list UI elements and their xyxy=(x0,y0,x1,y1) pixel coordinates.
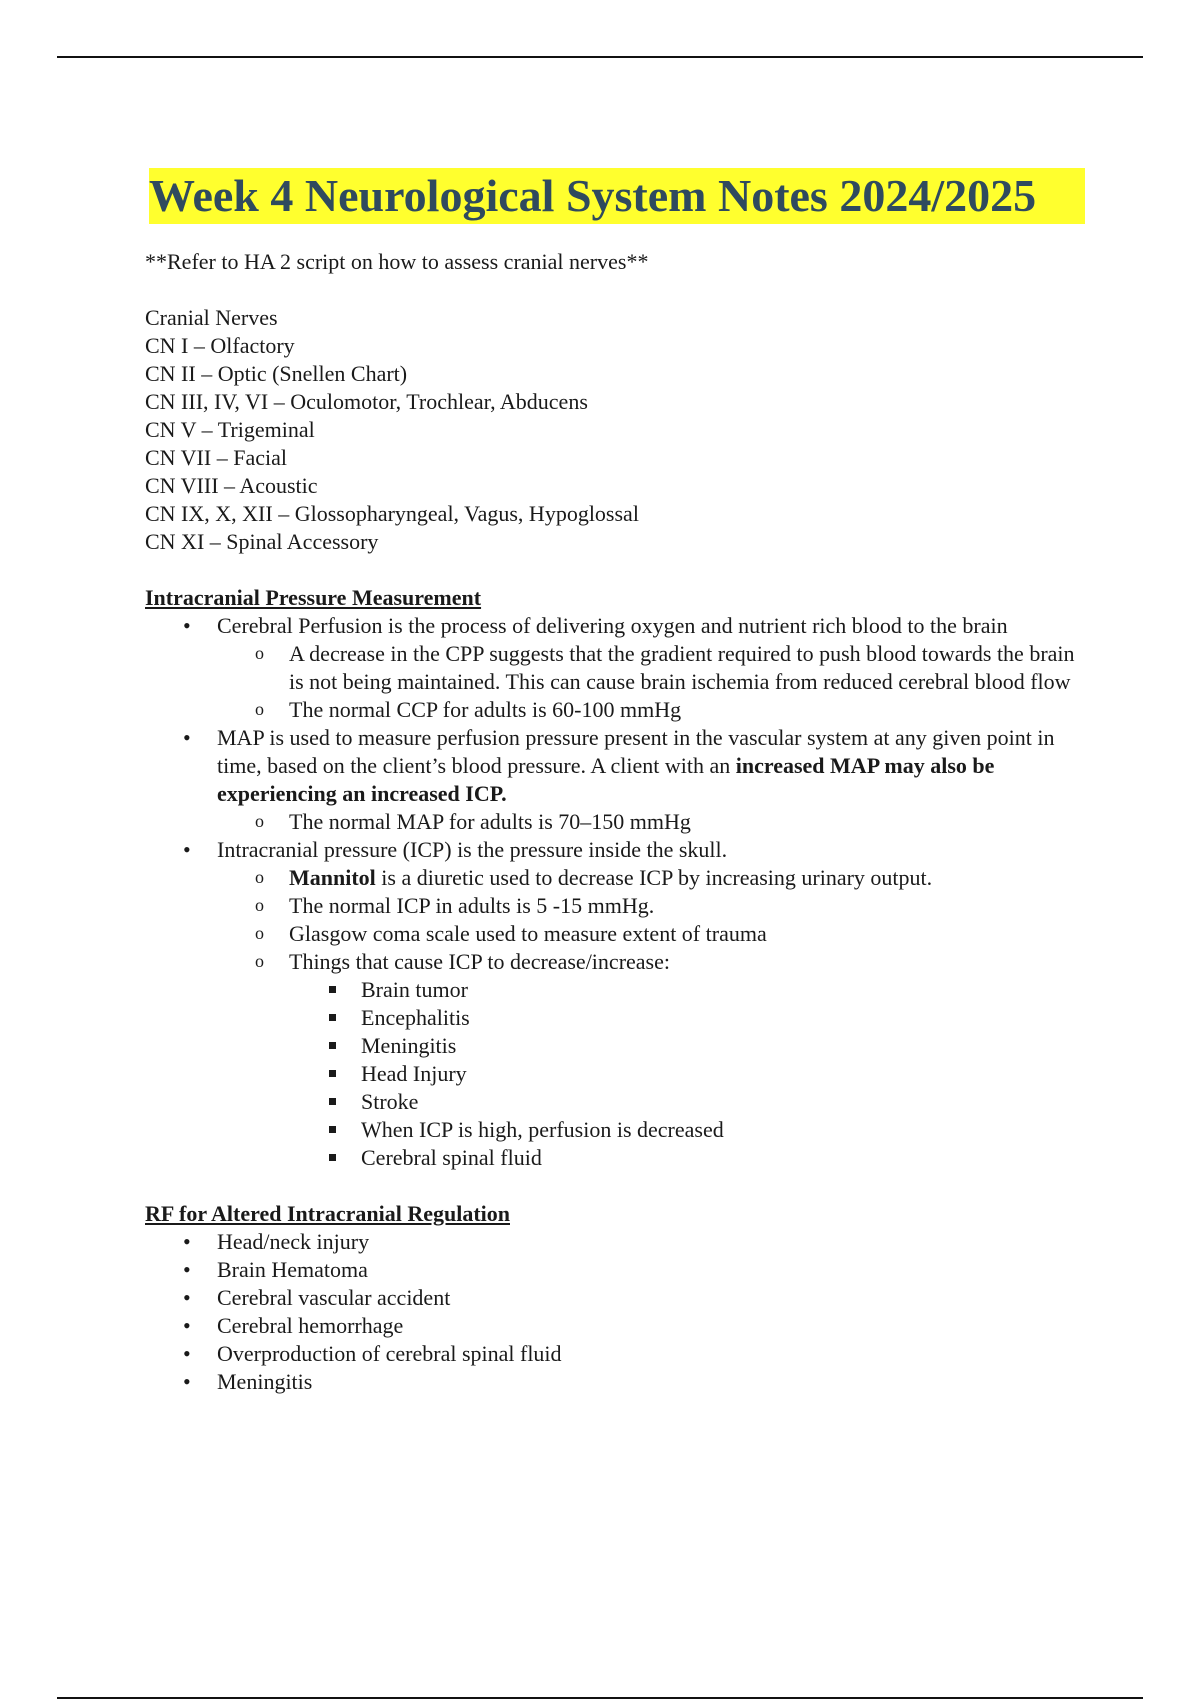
list-item: • Brain Hematoma xyxy=(145,1256,1090,1284)
reference-note: **Refer to HA 2 script on how to assess cranial nerves** xyxy=(145,249,649,274)
list-item: o The normal ICP in adults is 5 -15 mmHg. xyxy=(217,892,1090,920)
cpp-sub-list xyxy=(217,640,1090,724)
list-item: • Overproduction of cerebral spinal fluid xyxy=(145,1340,1090,1368)
cranial-nerve-item: CN II – Optic (Snellen Chart) xyxy=(145,361,408,386)
cpp-text: Cerebral Perfusion is the process of delivering oxygen and nutrient rich blood to the brain xyxy=(217,613,1008,638)
cranial-nerves-list xyxy=(145,304,1090,556)
cranial-nerve-item: CN VIII – Acoustic xyxy=(145,473,318,498)
icp-section-heading: Intracranial Pressure Measurement xyxy=(145,585,482,610)
list-item xyxy=(145,724,1090,836)
cranial-nerves-heading: Cranial Nerves xyxy=(145,305,278,330)
list-item xyxy=(217,948,1090,1172)
top-rule xyxy=(57,56,1143,58)
list-item: • Cerebral vascular accident xyxy=(145,1284,1090,1312)
list-item: • Meningitis xyxy=(145,1368,1090,1396)
document-body xyxy=(145,168,1090,1396)
list-item: Head Injury xyxy=(289,1060,1090,1088)
list-item: When ICP is high, perfusion is decreased xyxy=(289,1116,1090,1144)
cranial-nerve-item: CN I – Olfactory xyxy=(145,333,295,358)
list-item: Encephalitis xyxy=(289,1004,1090,1032)
cranial-nerve-item: CN VII – Facial xyxy=(145,445,287,470)
list-item: Meningitis xyxy=(289,1032,1090,1060)
list-item: o The normal MAP for adults is 70–150 mmHg xyxy=(217,808,1090,836)
list-item: o A decrease in the CPP suggests that the gradient required to push blood towards the brain is not being maintained. This can cause brain ischemia from reduced cerebral blood flow xyxy=(217,640,1090,696)
list-item: Stroke xyxy=(289,1088,1090,1116)
list-item: o The normal CCP for adults is 60-100 mmHg xyxy=(217,696,1090,724)
list-item: • Head/neck injury xyxy=(145,1228,1090,1256)
rf-section-heading: RF for Altered Intracranial Regulation xyxy=(145,1201,510,1226)
mannitol-bold-text: Mannitol xyxy=(289,865,376,890)
list-item xyxy=(145,836,1090,1172)
map-bold-text: increased MAP may also be experiencing an increased ICP. xyxy=(217,753,995,806)
icp-text: Intracranial pressure (ICP) is the pressure inside the skull. xyxy=(217,837,728,862)
cranial-nerve-item: CN IX, X, XII – Glossopharyngeal, Vagus, Hypoglossal xyxy=(145,501,639,526)
list-item: Cerebral spinal fluid xyxy=(289,1144,1090,1172)
list-item: • Cerebral hemorrhage xyxy=(145,1312,1090,1340)
bottom-rule xyxy=(57,1697,1143,1699)
cranial-nerve-item: CN V – Trigeminal xyxy=(145,417,315,442)
mannitol-text: is a diuretic used to decrease ICP by increasing urinary output. xyxy=(375,865,933,890)
icp-bullet-list xyxy=(145,612,1090,1172)
list-item xyxy=(217,864,1090,892)
icp-sub-list xyxy=(217,864,1090,1172)
cranial-nerve-item: CN III, IV, VI – Oculomotor, Trochlear, Abducens xyxy=(145,389,588,414)
list-item: Brain tumor xyxy=(289,976,1090,1004)
list-item: o Glasgow coma scale used to measure extent of trauma xyxy=(217,920,1090,948)
list-item xyxy=(145,612,1090,724)
causes-list xyxy=(289,976,1090,1172)
causes-label: Things that cause ICP to decrease/increase: xyxy=(289,949,670,974)
cranial-nerve-item: CN XI – Spinal Accessory xyxy=(145,529,379,554)
rf-bullet-list xyxy=(145,1228,1090,1396)
document-title: Week 4 Neurological System Notes 2024/2025 xyxy=(149,168,1085,224)
map-sub-list xyxy=(217,808,1090,836)
map-text: MAP is used to measure perfusion pressure present in the vascular system at any given point in time, based on the client’s blood pressure. A client with an xyxy=(217,725,1055,778)
